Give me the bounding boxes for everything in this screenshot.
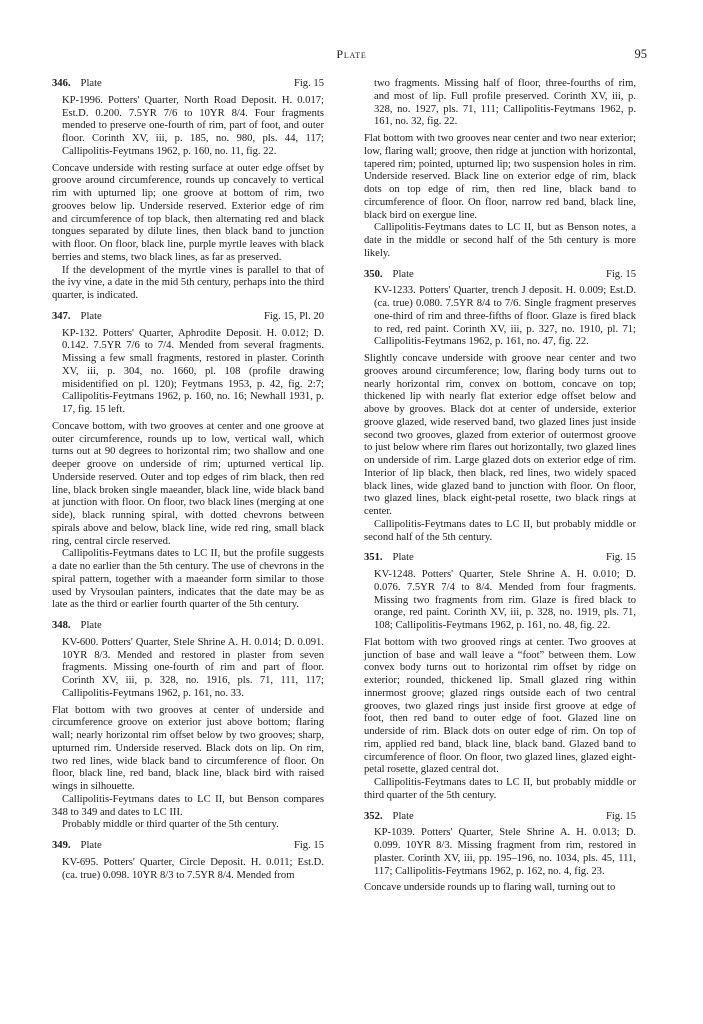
commentary: Callipolitis-Feytmans dates to LC II, but probably middle or third quarter of the 5th century.	[364, 777, 636, 801]
entry-number: 348.	[52, 620, 71, 631]
entry-346-heading	[52, 78, 324, 91]
running-title: Plate	[336, 47, 367, 61]
entry-label: Plate	[80, 310, 102, 322]
entry-label: Plate	[80, 78, 102, 89]
entry-label: Plate	[392, 268, 414, 280]
entry-351-heading	[364, 552, 636, 565]
commentary: Callipolitis-Feytmans dates to LC II, but as Benson notes, a date in the middle or second half of the 5th century is more likely.	[364, 222, 636, 259]
entry-number: 346.	[52, 78, 71, 89]
entry-352-heading	[364, 811, 636, 824]
catalogue-data: KP-1039. Potters' Quarter, Stele Shrine A. H. 0.013; D. 0.099. 10YR 8/3. Missing fragment from rim, restored in plaster. Corinth XV, iii, pp. 195–196, no. 1034, pls. 45, 111, 117; Callipolitis-Feytmans 1962, p. 162, no. 4, fig. 23.	[374, 827, 636, 877]
entry-number: 350.	[364, 268, 383, 280]
page-number: 95	[634, 47, 647, 61]
commentary: Callipolitis-Feytmans dates to LC II, but Benson compares 348 to 349 and dates to LC III.	[52, 793, 324, 818]
entry-number: 351.	[364, 552, 383, 564]
entry-number: 347.	[52, 310, 71, 322]
figure-reference: Fig. 15	[605, 552, 636, 564]
entry-label: Plate	[392, 552, 414, 564]
description: Concave underside with resting surface at outer edge offset by groove around circumference, rounds up concavely to vertical rim with upturned lip; one groove at bottom of rim, two grooves below lip. Underside reserved. Exterior edge of rim and circumference of top black, then alternating red and black tongues separated by dilute lines, then black band to junction with floor. On floor, black line, purple myrtle leaves with black berries and stems, two black lines, as far as preserved.	[52, 162, 324, 263]
entry-label: Plate	[80, 620, 102, 631]
figure-reference: Fig. 15	[605, 810, 636, 822]
catalogue-data: KV-1248. Potters' Quarter, Stele Shrine A. H. 0.010; D. 0.076. 7.5YR 7/4 to 8/4. Mended from four fragments. Missing two fragments from rim. Glaze is fired black to orange, red paint. Corinth XV, iii, p. 328, no. 1919, pls. 71, 108; Callipolitis-Feytmans 1962, p. 161, no. 48, fig. 22.	[374, 569, 636, 631]
commentary: If the development of the myrtle vines is parallel to that of the ivy vine, a date in the mid 5th century, perhaps into the third quarter, is indicated.	[52, 264, 324, 301]
left-column	[52, 78, 324, 882]
entry-350-heading	[364, 269, 636, 282]
description: Concave bottom, with two grooves at center and one groove at outer circumference, rounds up to low, vertical wall, which turns out at 90 degrees to horizontal rim; two shallow and one deeper groove on underside of rim; upturned vertical lip. Underside reserved. Outer and top edges of rim black, then red line, black broken single maeander, black line, wide black band at junction with floor. On floor, two black lines (merging at one side), black running spiral, with dotted chevrons between spirals above and below, black line, wide red ring, small black ring, central circle reserved.	[52, 420, 324, 547]
commentary: Callipolitis-Feytmans dates to LC II, but the profile suggests a date no earlier than the 5th century. The use of chevrons in the spiral pattern, together with a maeander form similar to those used by Vrysoulan painters, indicates that the date may be as late as the third or earlier fourth quarter of the 5th century.	[52, 548, 324, 611]
figure-reference: Fig. 15	[293, 840, 324, 851]
entry-number: 349.	[52, 840, 71, 851]
description: Concave underside rounds up to flaring wall, turning out to	[364, 882, 616, 894]
running-header	[0, 47, 703, 67]
entry-number: 352.	[364, 810, 383, 822]
figure-reference: Fig. 15	[605, 268, 636, 280]
catalogue-data: KP-132. Potters' Quarter, Aphrodite Deposit. H. 0.012; D. 0.142. 7.5YR 7/6 to 7/4. Mended from several fragments. Missing a few small fragments, restored in plaster. Corinth XV, iii, p. 304, no. 1660, pl. 108 (profile drawing misidentified on pl. 120); Feytmans 1953, p. 42, fig. 2:7; Callipolitis-Feytmans 1962, p. 160, no. 16; Newhall 1931, p. 17, fig. 15 left.	[62, 327, 324, 415]
catalogue-data: two fragments. Missing half of floor, three-fourths of rim, and most of lip. Full profile preserved. Corinth XV, iii, p. 328, no. 1927, pls. 71, 111; Callipolitis-Feytmans 1962, p. 161, no. 32, fig. 22.	[374, 78, 636, 128]
description: Flat bottom with two grooved rings at center. Two grooves at junction of base and wall leave a “foot” between them. Low convex body turns out to horizontal rim offset by ridge on exterior; rounded, thickened lip. Small glazed ring within innermost groove; glazed rings outside each of two central grooves, two glazed rings just inside first groove at edge of foot, then red band to outer edge of foot. Glazed line on underside of rim. Black dots on outer edge of rim. On top of rim, applied red band, black line, black band. Glazed band to circumference of floor. On floor, two glazed lines, glazed eight-petal rosette, glazed central dot.	[364, 636, 636, 776]
figure-reference: Fig. 15	[293, 78, 324, 89]
right-column	[364, 78, 636, 895]
commentary: Callipolitis-Feytmans dates to LC II, but probably middle or second half of the 5th century.	[364, 518, 636, 543]
entry-349-heading	[52, 840, 324, 853]
entry-347-heading	[52, 311, 324, 324]
description: Flat bottom with two grooves near center and two near exterior; low, flaring wall; groove, then ridge at junction with horizontal, tapered rim; pointed, upturned lip; two suspension holes in rim. Underside reserved. Black line on exterior edge of rim, black dots on top edge of rim, then red line, black band to circumference of floor. On floor, narrow red band, black line, black bird on exergue line.	[364, 133, 636, 221]
catalogue-data: KV-695. Potters' Quarter, Circle Deposit. H. 0.011; Est.D. (ca. true) 0.098. 10YR 8/3 to 7.5YR 8/4. Mended from	[62, 856, 324, 881]
entry-label: Plate	[80, 840, 102, 851]
description: Slightly concave underside with groove near center and two grooves around circumference; low, flaring body turns out to nearly horizontal rim, convex on bottom, concave on top; thickened lip with nearly flat exterior edge offset below and above by grooves. Black dot at center of underside, exterior groove glazed, wide reserved band, two glazed lines just inside second two grooves, glazed from exterior of outermost groove to just below where rim flares out horizontally, two glazed lines on underside of rim. Large glazed dots on exterior edge of rim. Interior of lip black, then black, red lines, two widely spaced black lines, wide glazed band to junction with floor. On floor, two glazed lines, black eight-petal rosette, two black rings at center.	[364, 353, 636, 517]
description: Flat bottom with two grooves at center of underside and circumference groove on exterior just above bottom; flaring wall; nearly horizontal rim offset below by two grooves; sharp, upturned rim. Underside reserved. Black dots on lip. On rim, two red lines, wide black band to circumference of floor. On floor, black line, red band, black line, black bird with raised wings in silhouette.	[52, 704, 324, 792]
catalogue-data: KP-1996. Potters' Quarter, North Road Deposit. H. 0.017; Est.D. 0.200. 7.5YR 7/6 to 10YR 8/4. Four fragments mended to preserve one-fourth of rim, part of foot, and outer floor. Corinth XV, iii, p. 185, no. 980, pls. 44, 117; Callipolitis-Feytmans 1962, p. 160, no. 11, fig. 22.	[62, 94, 324, 157]
entry-348-heading	[52, 620, 324, 633]
commentary: Probably middle or third quarter of the 5th century.	[62, 819, 279, 831]
figure-reference: Fig. 15, Pl. 20	[263, 310, 324, 322]
catalogue-data: KV-1233. Potters' Quarter, trench J deposit. H. 0.009; Est.D. (ca. true) 0.080. 7.5YR 8/4 to 7/6. Single fragment preserves one-third of rim and three-fifths of floor. Glaze is fired black to red, red paint. Corinth XV, iii, p. 327, no. 1910, pl. 71; Callipolitis-Feytmans 1962, p. 161, no. 47, fig. 22.	[374, 285, 636, 348]
catalogue-data: KV-600. Potters' Quarter, Stele Shrine A. H. 0.014; D. 0.091. 10YR 8/3. Mended and restored in plaster from seven fragments. Missing one-fourth of rim and part of floor. Corinth XV, iii, p. 328, no. 1916, pls. 71, 111, 117; Callipolitis-Feytmans 1962, p. 161, no. 33.	[62, 636, 324, 699]
entry-label: Plate	[392, 810, 414, 822]
